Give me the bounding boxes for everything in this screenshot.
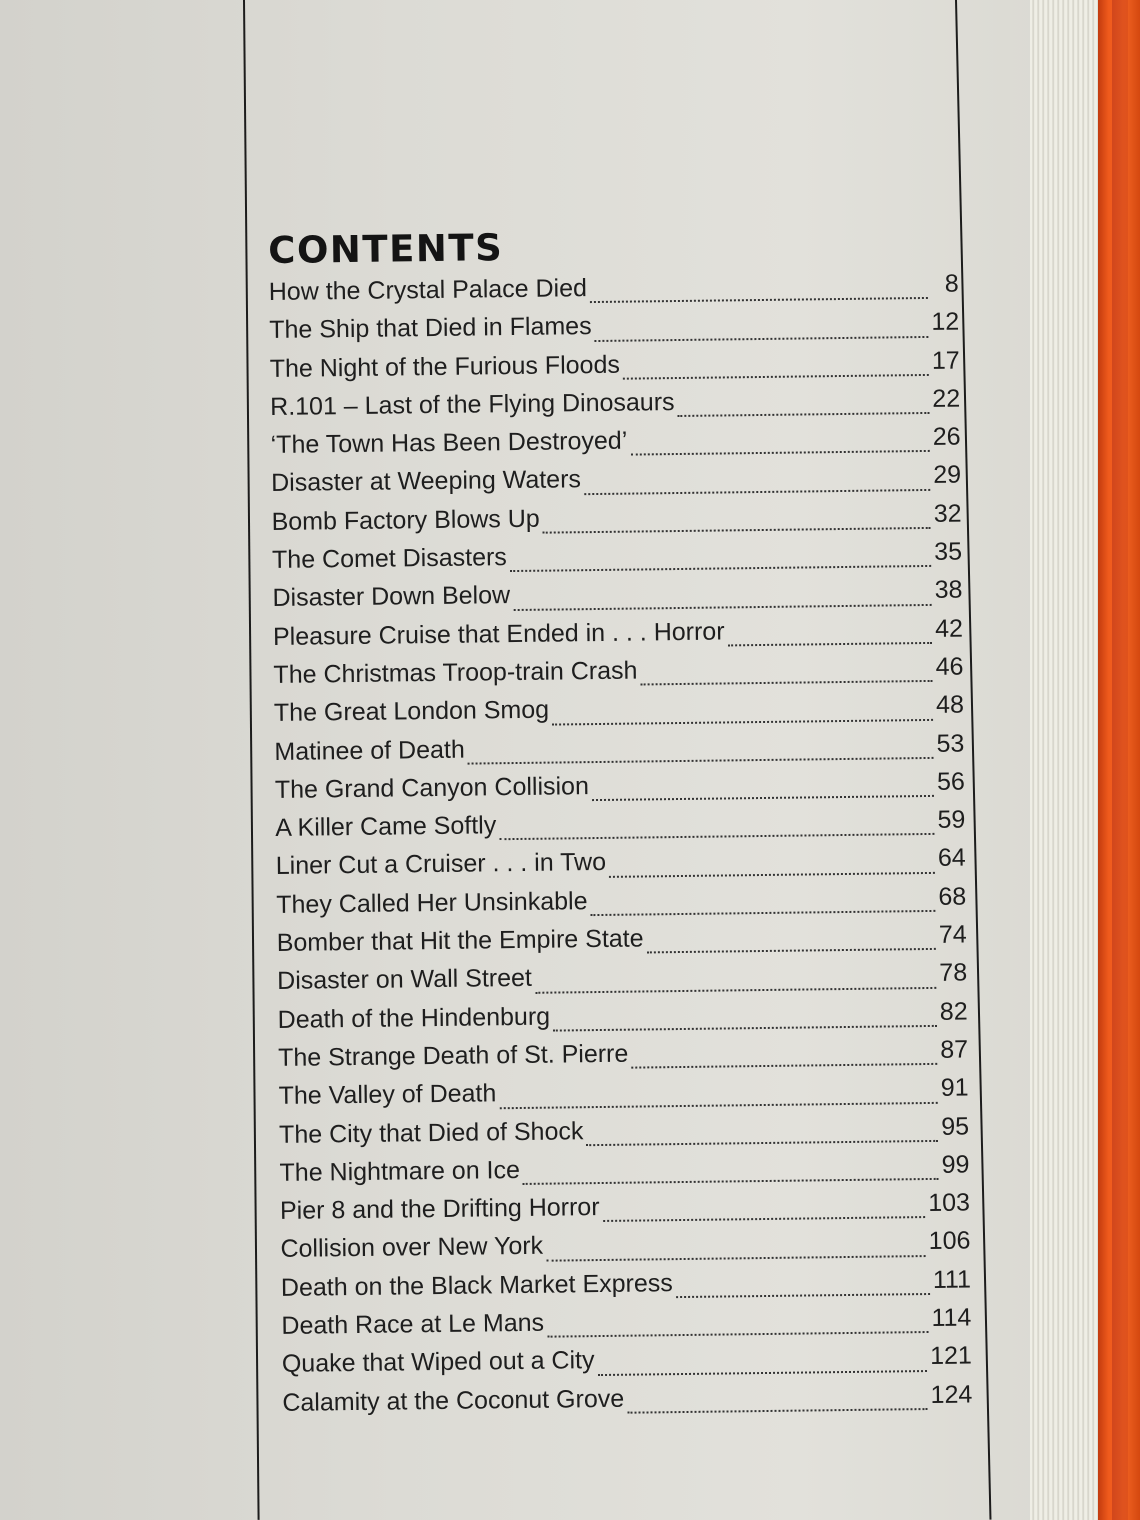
dot-leader: [678, 412, 930, 417]
page-edges: [1030, 0, 1100, 1520]
toc-entry-title: The Nightmare on Ice: [279, 1155, 521, 1187]
toc-entry-page: 87: [940, 1035, 969, 1064]
toc-entry-page: 78: [939, 958, 968, 988]
dot-leader: [590, 297, 928, 303]
toc-entry-page: 95: [941, 1112, 970, 1141]
dot-leader: [592, 795, 934, 801]
dot-leader: [547, 1331, 928, 1338]
toc-entry-page: 12: [931, 307, 960, 337]
toc-entry-title: A Killer Came Softly: [275, 811, 497, 843]
toc-entry-title: Calamity at the Coconut Grove: [282, 1384, 625, 1417]
toc-entry-title: Matinee of Death: [274, 735, 465, 766]
toc-entry-page: 82: [939, 997, 968, 1026]
dot-leader: [587, 1140, 939, 1146]
toc-entry-title: R.101 – Last of the Flying Dinosaurs: [270, 387, 675, 421]
dot-leader: [499, 833, 934, 840]
dot-leader: [591, 910, 936, 916]
toc-entry-page: 22: [932, 384, 961, 413]
toc-entry-page: 114: [931, 1303, 972, 1332]
toc-entry-page: 68: [938, 882, 967, 911]
dot-leader: [623, 374, 929, 380]
dot-leader: [603, 1216, 926, 1222]
dot-leader: [513, 604, 931, 611]
dot-leader: [510, 565, 931, 572]
toc-entry-title: Collision over New York: [280, 1232, 544, 1264]
toc-entry-title: Death on the Black Market Express: [280, 1268, 673, 1302]
dot-leader: [523, 1178, 939, 1185]
dot-leader: [609, 872, 935, 878]
toc-entry-title: Death of the Hindenburg: [277, 1002, 551, 1034]
dot-leader: [552, 718, 933, 725]
dot-leader: [543, 527, 931, 534]
toc-entry-page: 56: [936, 767, 965, 796]
toc-entry-title: The City that Died of Shock: [278, 1116, 584, 1149]
toc-entry-title: The Great London Smog: [273, 695, 550, 728]
dot-leader: [535, 987, 936, 994]
toc-entry-title: Bomber that Hit the Empire State: [276, 924, 644, 957]
toc-entry-title: The Night of the Furious Floods: [269, 350, 621, 383]
toc-entry-page: 64: [937, 843, 966, 873]
toc-entry-title: Pier 8 and the Drifting Horror: [279, 1193, 600, 1226]
toc-entry-title: The Strange Death of St. Pierre: [277, 1039, 629, 1072]
toc-entry-page: 111: [932, 1265, 972, 1294]
dot-leader: [627, 1408, 927, 1414]
toc-entry-page: 26: [932, 422, 961, 452]
dot-leader: [641, 680, 933, 686]
toc-entry-page: 35: [934, 537, 963, 566]
toc-entry-page: 91: [940, 1073, 969, 1103]
dot-leader: [468, 757, 934, 765]
toc-entry-title: Quake that Wiped out a City: [281, 1346, 595, 1379]
toc-entry-title: The Ship that Died in Flames: [269, 312, 592, 345]
dot-leader: [584, 489, 930, 495]
toc-entry-title: Disaster on Wall Street: [277, 964, 533, 996]
contents-list: [268, 220, 973, 1427]
toc-entries: [269, 270, 973, 1427]
dot-leader: [728, 642, 932, 646]
toc-entry-title: How the Crystal Palace Died: [268, 274, 588, 306]
toc-entry-page: 103: [928, 1188, 971, 1218]
toc-entry-title: Pleasure Cruise that Ended in . . . Horror: [272, 617, 725, 651]
toc-entry-title: They Called Her Unsinkable: [276, 886, 588, 919]
dot-leader: [676, 1293, 930, 1298]
toc-entry-page: 38: [934, 575, 963, 605]
cover-edge: [1112, 0, 1128, 1520]
toc-entry-title: Disaster Down Below: [272, 581, 511, 613]
toc-entry-title: The Christmas Troop-train Crash: [273, 656, 638, 689]
dot-leader: [630, 450, 929, 456]
toc-entry-title: Liner Cut a Cruiser . . . in Two: [275, 848, 607, 881]
dot-leader: [546, 1255, 926, 1262]
dot-leader: [499, 1101, 937, 1108]
dot-leader: [631, 1063, 937, 1069]
toc-entry-page: 124: [930, 1380, 973, 1409]
toc-entry-title: ‘The Town Has Been Destroyed’: [270, 426, 628, 460]
dot-leader: [595, 336, 929, 342]
toc-entry-page: 32: [933, 499, 962, 528]
contents-title: CONTENTS: [268, 226, 504, 272]
toc-entry-page: 74: [938, 920, 967, 949]
toc-entry-title: Death Race at Le Mans: [281, 1308, 545, 1340]
toc-entry-page: 53: [936, 729, 965, 758]
toc-entry-page: 99: [941, 1150, 970, 1179]
toc-entry-page: 17: [931, 346, 960, 375]
toc-entry-page: 8: [944, 269, 959, 298]
toc-entry-title: The Valley of Death: [278, 1079, 497, 1111]
toc-entry-page: 59: [937, 805, 966, 835]
toc-entry-page: 29: [933, 461, 962, 490]
dot-leader: [553, 1025, 937, 1032]
toc-entry: [282, 1380, 972, 1427]
toc-entry-title: Bomb Factory Blows Up: [271, 504, 540, 536]
toc-entry-page: 46: [935, 652, 964, 681]
toc-entry-page: 42: [934, 614, 964, 643]
dot-leader: [598, 1370, 928, 1376]
toc-entry-title: The Grand Canyon Collision: [274, 771, 590, 804]
toc-entry-page: 106: [928, 1226, 971, 1256]
toc-entry-page: 48: [935, 690, 965, 720]
toc-entry-title: Disaster at Weeping Waters: [270, 465, 582, 498]
left-margin-rule: [243, 0, 260, 1520]
dot-leader: [647, 948, 936, 954]
toc-entry-page: 121: [929, 1341, 973, 1371]
toc-entry-title: The Comet Disasters: [271, 543, 508, 575]
